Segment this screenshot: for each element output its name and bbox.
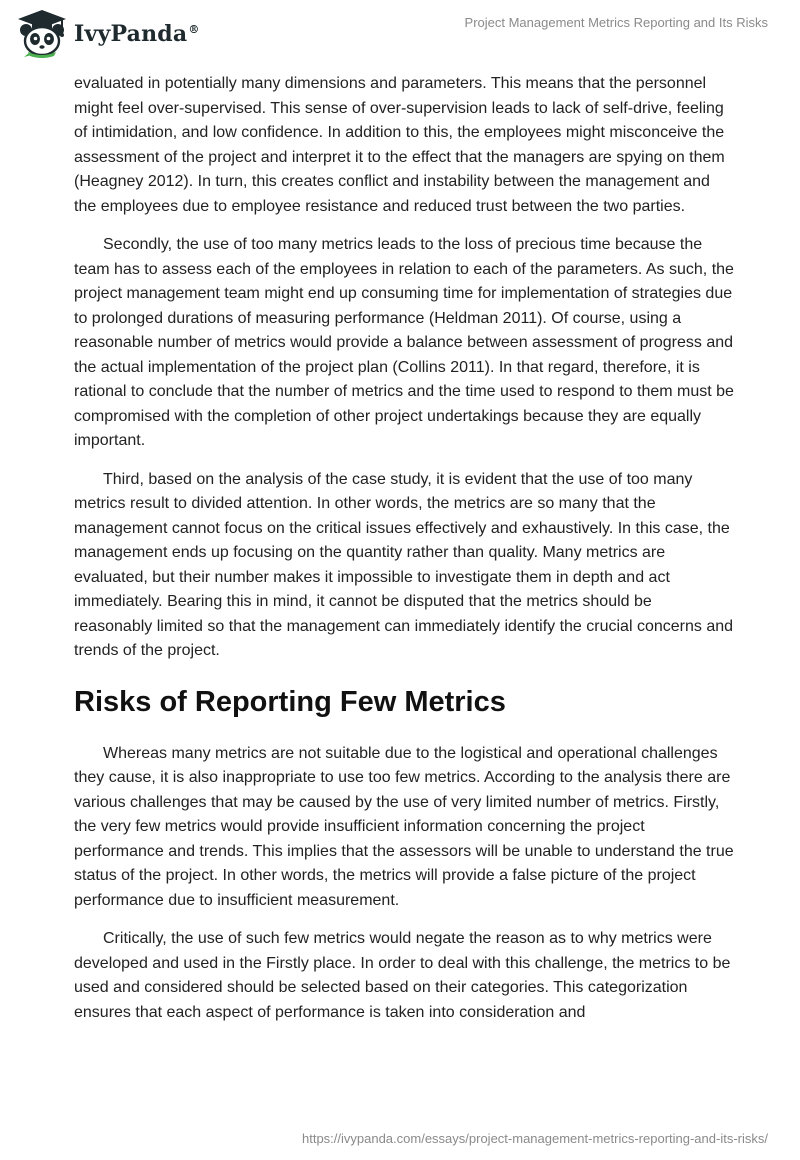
paragraph: Whereas many metrics are not suitable due to the logistical and operational challenges they cause, it is also inappropriate to use too few metrics. According to the analysis there are various challenges that may be caused by the use of very limited number of metrics. Firstly, the very few metrics would provide insufficient information concerning the project performance and trends. This implies that the assessors will be unable to understand the true status of the project. In other words, the metrics will provide a false picture of the project performance due to insufficient measurement. xyxy=(74,744,734,909)
paragraph: Secondly, the use of too many metrics leads to the loss of precious time because the team has to assess each of the employees in relation to each of the parameters. As such, the project management team might end up consuming time for implementation of strategies due to prolonged durations of measuring performance (Heldman 2011). Of course, using a reasonable number of metrics would provide a balance between assessment of progress and the actual implementation of the project plan (Collins 2011). In that regard, therefore, it is rational to conclude that the number of metrics and the time used to respond to them must be compromised with the completion of other project undertakings because they are equally important. xyxy=(74,236,734,449)
page-header xyxy=(0,0,800,70)
document-title: Project Management Metrics Reporting and Its Risks xyxy=(464,15,768,30)
panda-graduate-icon xyxy=(14,8,70,58)
brand-logo[interactable] xyxy=(14,8,200,58)
paragraph: Third, based on the analysis of the case study, it is evident that the use of too many metrics result to divided attention. In other words, the metrics are so many that the management cannot focus on the critical issues effectively and exhaustively. In this case, the management ends up focusing on the quantity rather than quality. Many metrics are evaluated, but their number makes it impossible to investigate them in depth and act immediately. Bearing this in mind, it cannot be disputed that the metrics should be reasonably limited so that the management can immediately identify the crucial concerns and trends of the project. xyxy=(74,470,734,659)
article-body xyxy=(74,72,734,1039)
paragraph-continued: evaluated in potentially many dimensions and parameters. This means that the personnel might feel over-supervised. This sense of over-supervision leads to lack of self-drive, feeling of intimidation, and low confidence. In addition to this, the employees might misconceive the assessment of the project and interpret it to the effect that the managers are spying on them (Heagney 2012). In turn, this creates conflict and instability between the management and the employees due to employee resistance and reduced trust between the two parties. xyxy=(74,75,725,215)
source-url[interactable]: https://ivypanda.com/essays/project-management-metrics-reporting-and-its-risks/ xyxy=(301,1131,768,1146)
section-heading: Risks of Reporting Few Metrics xyxy=(74,685,506,718)
registered-mark: ® xyxy=(188,22,200,36)
paragraph: Critically, the use of such few metrics would negate the reason as to why metrics were developed and used in the Firstly place. In order to deal with this challenge, the metrics to be used and considered should be selected based on their categories. This categorization ensures that each aspect of performance is taken into consideration and xyxy=(74,930,731,1021)
brand-name: IvyPanda® xyxy=(74,21,200,47)
